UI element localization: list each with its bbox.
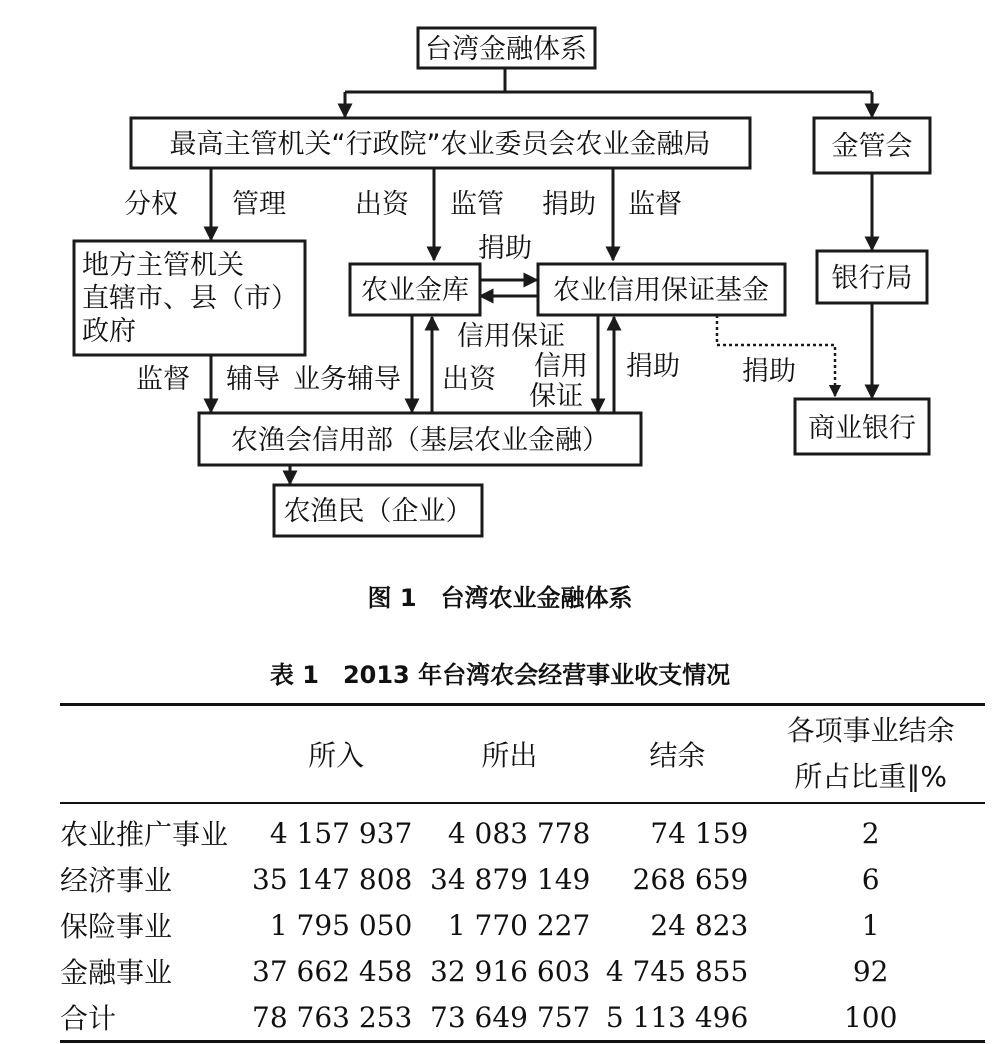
- cell-name: 金融事业: [60, 956, 173, 989]
- header-share-line2: 所占比重∥%: [794, 760, 947, 793]
- cell-balance: 5 113 496: [605, 1000, 749, 1034]
- table-caption: 表 1 2013 年台湾农会经营事业收支情况: [269, 661, 731, 689]
- cell-income: 35 147 808: [252, 862, 413, 896]
- edge-label-juanzhu-right: 捐助: [626, 351, 680, 382]
- cell-expense: 1 770 227: [447, 908, 591, 942]
- edge-label-chuzi-bottom: 出资: [442, 364, 496, 395]
- node-bureau-label: 银行局: [831, 263, 913, 294]
- cell-share: 1: [861, 908, 880, 942]
- revenue-table: [60, 703, 985, 1043]
- table-row: [60, 803, 985, 856]
- edge-label-guanli: 管理: [232, 189, 286, 220]
- edge-label-yewu-fudao: 业务辅导: [293, 364, 401, 395]
- cell-balance: 268 659: [632, 862, 749, 896]
- cell-income: 4 157 937: [269, 816, 413, 850]
- node-supreme-label: 最高主管机关“行政院”农业委员会农业金融局: [169, 129, 711, 160]
- revenue-table-container: [60, 703, 985, 1043]
- edge-label-juanzhu-mid: 捐助: [478, 233, 532, 264]
- cell-income: 1 795 050: [269, 908, 413, 942]
- node-local-label-1: 地方主管机关: [82, 250, 244, 281]
- node-local-label-2: 直辖市、县（市）: [82, 283, 298, 314]
- edge-label-fenquan: 分权: [124, 189, 178, 220]
- node-farmers-label: 农渔民（企业）: [283, 496, 473, 527]
- node-commercial-label: 商业银行: [808, 413, 916, 444]
- cell-balance: 74 159: [650, 816, 749, 850]
- cell-name: 保险事业: [60, 910, 173, 943]
- edge-label-jiandu-left: 监督: [136, 364, 190, 395]
- table-row: [60, 856, 985, 902]
- cell-income: 37 662 458: [252, 954, 413, 988]
- cell-name: 农业推广事业: [60, 818, 229, 851]
- table-row: [60, 902, 985, 948]
- cell-expense: 32 916 603: [430, 954, 591, 988]
- node-root-label: 台湾金融体系: [425, 34, 587, 65]
- cell-balance: 4 745 855: [605, 954, 749, 988]
- edge-label-juanzhu-dotted: 捐助: [742, 356, 796, 387]
- header-name: [60, 705, 252, 804]
- node-treasury-label: 农业金库: [361, 275, 469, 306]
- cell-share: 6: [861, 862, 880, 896]
- cell-income: 78 763 253: [252, 1000, 413, 1034]
- cell-balance: 24 823: [650, 908, 749, 942]
- node-credit-dept-label: 农渔会信用部（基层农业金融）: [231, 425, 609, 456]
- edge-label-juanzhu-top: 捐助: [542, 189, 596, 220]
- edge-label-fudao: 辅导: [226, 364, 280, 395]
- edge-label-jianguan: 监管: [450, 189, 504, 220]
- cell-name: 经济事业: [60, 864, 173, 897]
- edge-label-xinyong: 信用: [534, 351, 588, 382]
- edge-label-baozheng: 保证: [529, 381, 583, 412]
- node-guarantee-label: 农业信用保证基金: [553, 275, 769, 306]
- table-header-row: [60, 705, 985, 804]
- cell-expense: 73 649 757: [430, 1000, 591, 1034]
- cell-share: 100: [843, 1000, 898, 1034]
- header-income: 所入: [308, 739, 365, 772]
- cell-name: 合计: [60, 1002, 117, 1035]
- header-share-line1: 各项事业结余: [786, 714, 955, 747]
- figure-caption: 图 1 台湾农业金融体系: [367, 584, 633, 612]
- cell-share: 92: [852, 954, 889, 988]
- table-row: [60, 994, 985, 1042]
- edge-label-chuzi-top: 出资: [355, 189, 409, 220]
- header-share: [756, 705, 985, 804]
- node-fsc-label: 金管会: [831, 131, 913, 162]
- cell-expense: 4 083 778: [447, 816, 591, 850]
- edge-label-xinyong-baozheng: 信用保证: [457, 321, 565, 352]
- cell-share: 2: [861, 816, 880, 850]
- table-row: [60, 948, 985, 994]
- header-expense: 所出: [481, 739, 538, 772]
- edge-label-jiandu-top: 监督: [628, 189, 682, 220]
- cell-expense: 34 879 149: [430, 862, 591, 896]
- header-balance: 结余: [649, 739, 706, 772]
- node-local-label-3: 政府: [82, 316, 136, 347]
- table-body: [60, 803, 985, 1042]
